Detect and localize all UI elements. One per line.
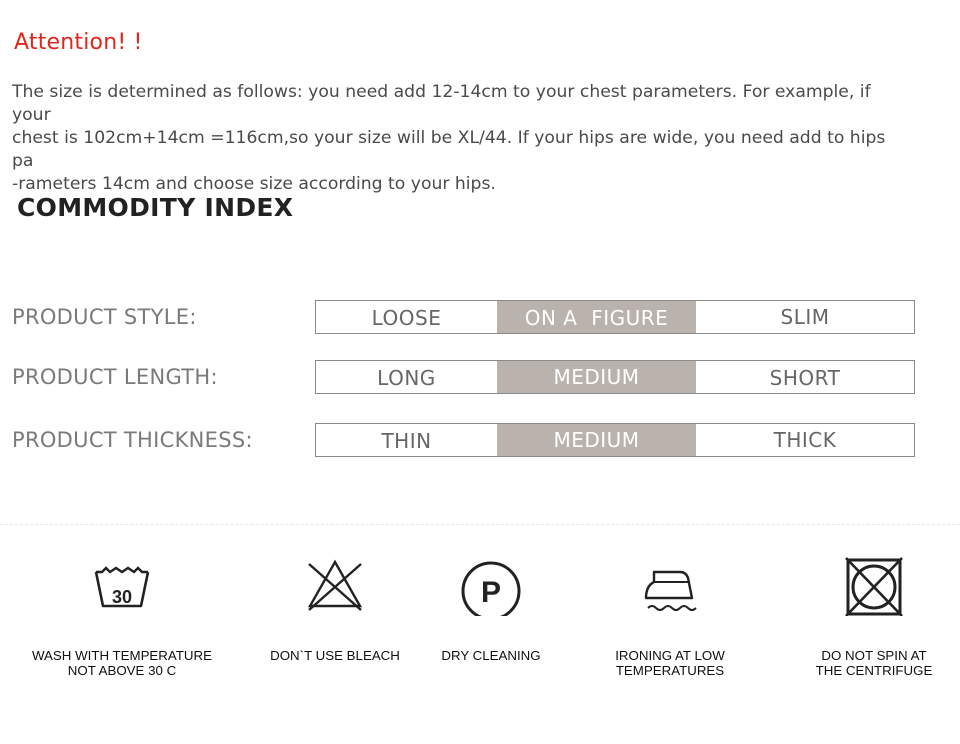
dry-clean-letter: P — [480, 576, 502, 609]
commodity-index-title: COMMODITY INDEX — [17, 193, 294, 222]
length-option-medium: MEDIUM — [497, 361, 696, 393]
product-style-label: PRODUCT STYLE: — [12, 305, 197, 329]
product-length-label: PRODUCT LENGTH: — [12, 365, 218, 389]
size-instructions: The size is determined as follows: you need add 12-14cm to your chest parameters. For example, if your chest is 102cm+14cm =116cm,so your size will be XL/44. If your hips are wide, you need add to hips pa -rameters 14cm and choose size according to your hips. — [12, 82, 886, 194]
product-thickness-label: PRODUCT THICKNESS: — [12, 428, 253, 452]
iron-low-icon — [640, 552, 700, 612]
no-tumble-dry-icon — [842, 552, 906, 616]
product-length-scale — [315, 360, 915, 394]
style-option-on-a-figure: ON A FIGURE — [497, 301, 696, 333]
care-no-tumble-label: DO NOT SPIN AT THE CENTRIFUGE — [815, 648, 933, 678]
care-iron-label: IRONING AT LOW TEMPERATURES — [615, 648, 725, 678]
wash-temperature-number: 30 — [111, 587, 133, 607]
section-divider — [0, 524, 960, 525]
thickness-option-medium: MEDIUM — [497, 424, 696, 456]
product-thickness-scale — [315, 423, 915, 457]
product-style-scale — [315, 300, 915, 334]
thickness-option-thick: THICK — [773, 428, 837, 452]
length-option-short: SHORT — [769, 366, 841, 390]
length-option-long: LONG — [377, 366, 436, 390]
product-thickness-row — [0, 423, 960, 457]
dry-clean-icon — [459, 552, 523, 616]
thickness-option-thin: THIN — [381, 429, 432, 453]
style-option-loose: LOOSE — [371, 306, 442, 330]
no-bleach-icon — [305, 552, 365, 612]
care-no-bleach-label: DON`T USE BLEACH — [270, 648, 400, 663]
wash-30-icon — [92, 552, 152, 612]
attention-heading: Attention! ! — [14, 30, 143, 55]
product-style-row — [0, 300, 960, 334]
care-wash-label: WASH WITH TEMPERATURE NOT ABOVE 30 C — [31, 648, 212, 678]
style-option-slim: SLIM — [780, 305, 830, 329]
care-dry-clean-label: DRY CLEANING — [441, 648, 541, 663]
product-length-row — [0, 360, 960, 394]
